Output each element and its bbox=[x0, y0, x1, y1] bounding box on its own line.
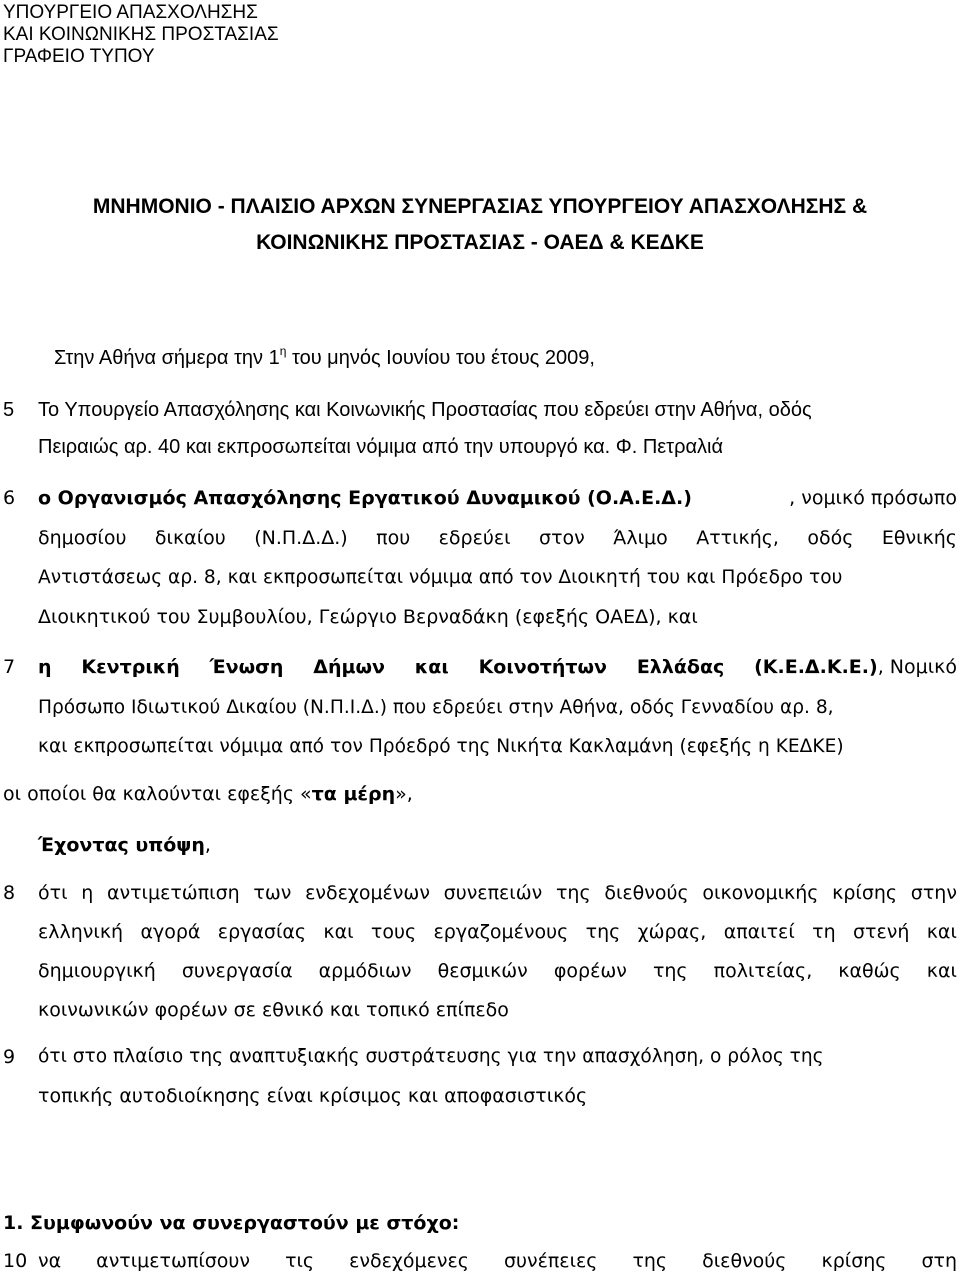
para6-line1 bbox=[38, 485, 957, 511]
word: οδός bbox=[807, 527, 854, 549]
word: Εθνικής bbox=[881, 527, 957, 549]
line-number-9: 9 bbox=[3, 1046, 16, 1068]
parties-text-a: οι οποίοι θα καλούνται εφεξής « bbox=[3, 783, 312, 805]
word: οικονομικής bbox=[702, 882, 819, 904]
ministry-name-line2: ΚΑΙ ΚΟΙΝΩΝΙΚΗΣ ΠΡΟΣΤΑΣΙΑΣ bbox=[3, 24, 279, 45]
line-number-10: 10 bbox=[3, 1250, 28, 1272]
word: ενδεχόμενες bbox=[349, 1250, 469, 1272]
para7-line2: Πρόσωπο Ιδιωτικού Δικαίου (Ν.Π.Ι.Δ.) που εδρεύει στην Αθήνα, οδός Γενναδίου αρ. 8, bbox=[38, 697, 834, 718]
document-title-line1: ΜΝΗΜΟΝΙΟ - ΠΛΑΙΣΙΟ ΑΡΧΩΝ ΣΥΝΕΡΓΑΣΙΑΣ ΥΠΟΥΡΓΕΙΟΥ ΑΠΑΣΧΟΛΗΣΗΣ & bbox=[92, 195, 868, 218]
para7-line3: και εκπροσωπείται νόμιμα από τον Πρόεδρό της Νικήτα Κακλαμάνη (εφεξής η ΚΕΔΚΕ) bbox=[38, 736, 844, 757]
para7-line1 bbox=[38, 654, 957, 680]
para8-line3 bbox=[38, 958, 957, 984]
word: τους bbox=[370, 921, 417, 943]
para5-line2: Πειραιώς αρ. 40 και εκπροσωπείται νόμιμα από την υπουργό κα. Φ. Πετραλιά bbox=[38, 436, 724, 458]
word-bold: Κεντρική bbox=[81, 656, 180, 678]
oaed-name-bold: ο Οργανισμός Απασχόλησης Εργατικού Δυναμικού (Ο.Α.Ε.Δ.) bbox=[38, 487, 692, 509]
intro-date-line bbox=[54, 345, 595, 371]
word: (Ν.Π.Δ.Δ.) bbox=[254, 527, 348, 549]
word: αντιμετωπίσουν bbox=[96, 1250, 251, 1272]
word: στον bbox=[539, 527, 585, 549]
word: και bbox=[323, 921, 354, 943]
word: στην bbox=[910, 882, 957, 904]
para8-line2 bbox=[38, 919, 957, 945]
word: διεθνούς bbox=[604, 882, 689, 904]
para9-line1: ότι στο πλαίσιο της αναπτυξιακής συστράτευσης για την απασχόληση, ο ρόλος της bbox=[38, 1046, 824, 1067]
section-1-heading: 1. Συμφωνούν να συνεργαστούν με στόχο: bbox=[3, 1212, 460, 1234]
kedke-bold: (Κ.Ε.Δ.Κ.Ε.) bbox=[754, 656, 878, 678]
word: της bbox=[585, 921, 621, 943]
para6-line4: Διοικητικού του Συμβουλίου, Γεώργιο Βερναδάκη (εφεξής ΟΑΕΔ), και bbox=[38, 606, 698, 628]
parties-bold: τα μέρη bbox=[311, 783, 396, 805]
word: εργαζομένους bbox=[433, 921, 569, 943]
word: των bbox=[253, 882, 292, 904]
word: ελληνική bbox=[38, 921, 124, 943]
intro-superscript: η bbox=[279, 344, 287, 358]
word: αρμόδιων bbox=[318, 960, 412, 982]
line-number-6: 6 bbox=[3, 487, 16, 509]
word: Άλιμο bbox=[613, 527, 668, 549]
intro-text-a: Στην Αθήνα σήμερα την 1 bbox=[54, 347, 280, 369]
word: να bbox=[38, 1250, 62, 1272]
word: ενδεχομένων bbox=[305, 882, 430, 904]
para6-line2 bbox=[38, 525, 957, 551]
word: αντιμετώπιση bbox=[106, 882, 240, 904]
para6-line3: Αντιστάσεως αρ. 8, και εκπροσωπείται νόμιμα από τον Διοικητή του και Πρόεδρο του bbox=[38, 567, 843, 588]
word: της bbox=[632, 1250, 668, 1272]
para6-line1-rest: , νομικό πρόσωπο bbox=[789, 487, 957, 509]
word: εργασίας bbox=[217, 921, 307, 943]
word: στη bbox=[921, 1250, 957, 1272]
press-office-label: ΓΡΑΦΕΙΟ ΤΥΠΟΥ bbox=[3, 46, 155, 67]
para10-line1 bbox=[38, 1248, 957, 1274]
word-bold: η bbox=[38, 656, 52, 678]
line-number-8: 8 bbox=[3, 882, 16, 904]
word: Αττικής, bbox=[696, 527, 779, 549]
word: που bbox=[376, 527, 411, 549]
parties-line bbox=[3, 781, 413, 807]
para5-line1: Το Υπουργείο Απασχόλησης και Κοινωνικής Προστασίας που εδρεύει στην Αθήνα, οδός bbox=[38, 399, 812, 421]
intro-text-b: του μηνός Ιουνίου του έτους 2009, bbox=[286, 347, 595, 369]
word-bold: και bbox=[414, 656, 449, 678]
para8-line4: κοινωνικών φορέων σε εθνικό και τοπικό επίπεδο bbox=[38, 999, 509, 1021]
word: διεθνούς bbox=[702, 1250, 787, 1272]
parties-text-b: », bbox=[395, 783, 413, 805]
word: δημοσίου bbox=[38, 527, 127, 549]
line-number-7: 7 bbox=[3, 656, 16, 678]
word: πολιτείας, bbox=[713, 960, 813, 982]
word: απαιτεί bbox=[723, 921, 795, 943]
word-bold: Ένωση bbox=[209, 656, 284, 678]
word-bold: Δήμων bbox=[313, 656, 385, 678]
word: εδρεύει bbox=[438, 527, 511, 549]
word: θεσμικών bbox=[437, 960, 528, 982]
word: χώρας, bbox=[637, 921, 707, 943]
considering-line bbox=[38, 832, 211, 858]
word: φορέων bbox=[553, 960, 627, 982]
document-title-line2: ΚΟΙΝΩΝΙΚΗΣ ΠΡΟΣΤΑΣΙΑΣ - ΟΑΕΔ & ΚΕΔΚΕ bbox=[256, 231, 704, 254]
word: δημιουργική bbox=[38, 960, 156, 982]
word: της bbox=[652, 960, 688, 982]
word: τη bbox=[812, 921, 836, 943]
word: συνέπειες bbox=[503, 1250, 598, 1272]
line-number-5: 5 bbox=[3, 399, 15, 421]
word-bold: Κοινοτήτων bbox=[478, 656, 607, 678]
considering-bold: Έχοντας υπόψη bbox=[38, 834, 205, 856]
word: της bbox=[555, 882, 591, 904]
ministry-name-line1: ΥΠΟΥΡΓΕΙΟ ΑΠΑΣΧΟΛΗΣΗΣ bbox=[3, 2, 258, 23]
word: η bbox=[81, 882, 94, 904]
word: δικαίου bbox=[154, 527, 226, 549]
word: συνεργασία bbox=[181, 960, 293, 982]
para9-line2: τοπικής αυτοδιοίκησης είναι κρίσιμος και αποφασιστικός bbox=[38, 1085, 588, 1107]
word: αγορά bbox=[140, 921, 201, 943]
word: κρίσης bbox=[821, 1250, 887, 1272]
considering-rest: , bbox=[204, 834, 211, 856]
word-bold: Ελλάδας bbox=[636, 656, 725, 678]
word: συνεπειών bbox=[443, 882, 543, 904]
word: τις bbox=[285, 1250, 315, 1272]
word: και bbox=[926, 921, 957, 943]
word: καθώς bbox=[838, 960, 901, 982]
word: κρίσης bbox=[832, 882, 898, 904]
para8-line1 bbox=[38, 880, 957, 906]
para7-line1-rest: , Νομικό bbox=[877, 656, 957, 678]
word: στενή bbox=[852, 921, 910, 943]
word: ότι bbox=[38, 882, 68, 904]
word: και bbox=[926, 960, 957, 982]
